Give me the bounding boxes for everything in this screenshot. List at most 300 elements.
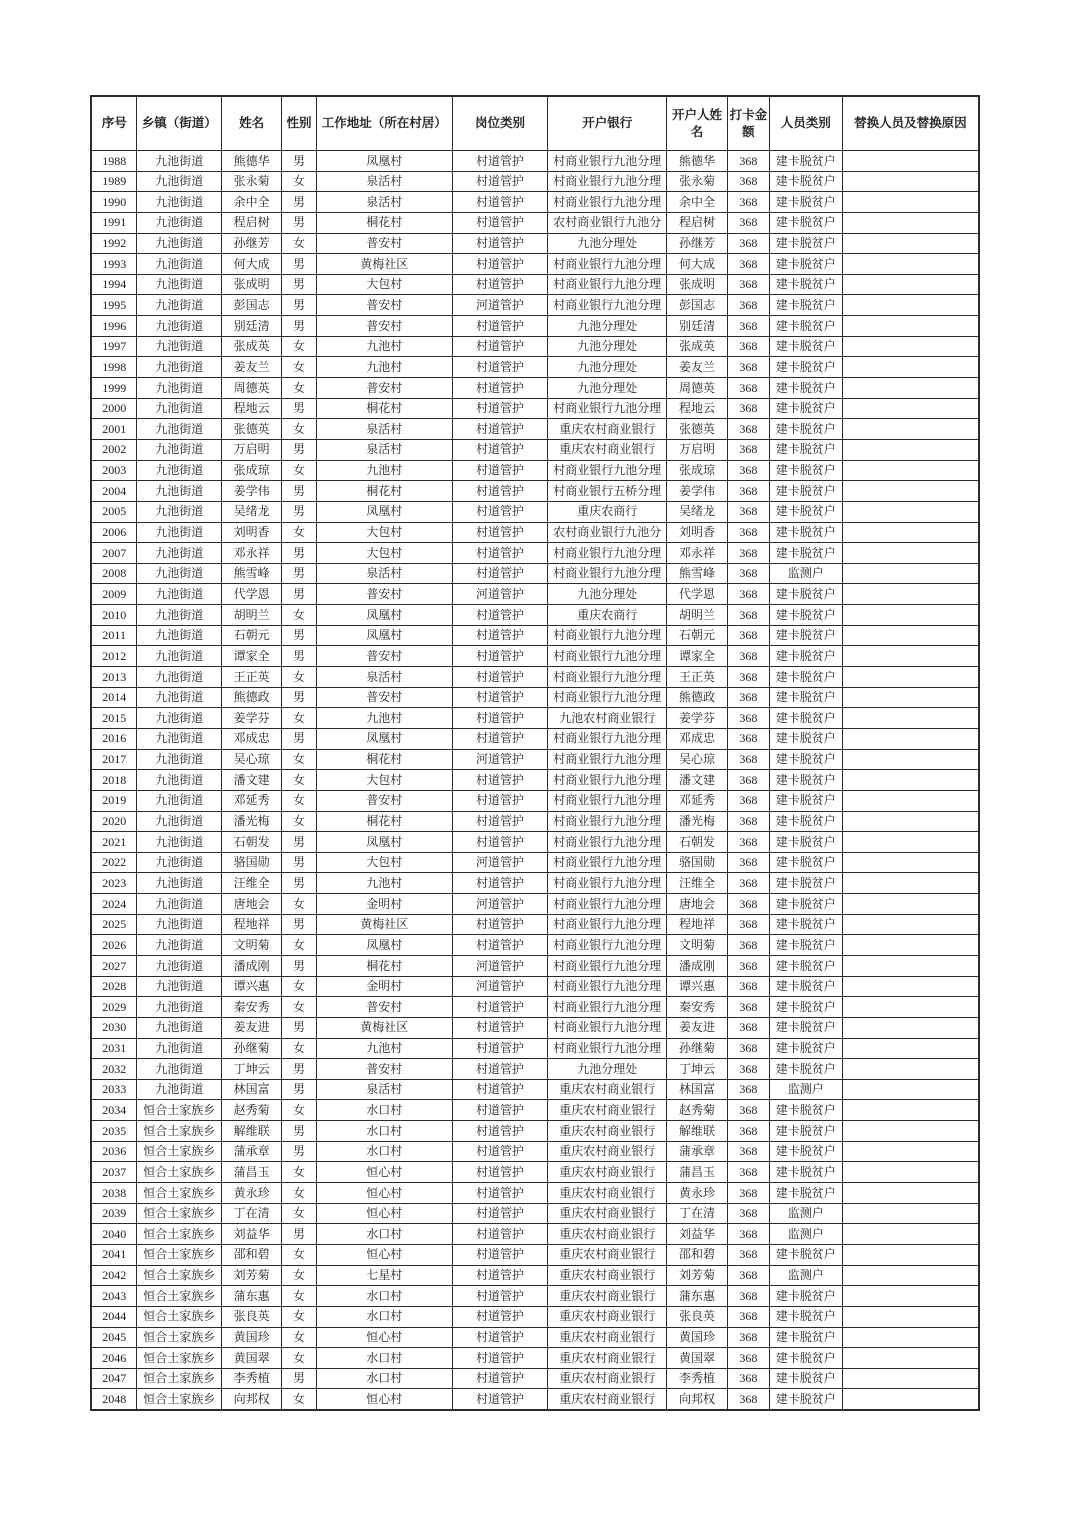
cell-name: 谭家全 xyxy=(222,646,282,667)
cell-bank: 重庆农村商业银行 xyxy=(548,419,667,440)
cell-card-amount: 368 xyxy=(727,1348,769,1369)
cell-card-amount: 368 xyxy=(727,605,769,626)
cell-township: 九池街道 xyxy=(137,584,222,605)
cell-name: 姜学芬 xyxy=(222,708,282,729)
column-header-card-amount: 打卡金额 xyxy=(727,96,769,151)
cell-bank: 村商业银行九池分理 xyxy=(548,625,667,646)
cell-replacement-reason xyxy=(842,357,979,378)
cell-person-type: 建卡脱贫户 xyxy=(769,378,842,399)
cell-township: 九池街道 xyxy=(137,316,222,337)
cell-index: 2032 xyxy=(91,1059,137,1080)
cell-township: 恒合土家族乡 xyxy=(137,1286,222,1307)
cell-name: 唐地会 xyxy=(222,894,282,915)
cell-index: 2002 xyxy=(91,439,137,460)
cell-name: 姜友进 xyxy=(222,1017,282,1038)
cell-person-type: 建卡脱贫户 xyxy=(769,955,842,976)
cell-name: 潘文建 xyxy=(222,770,282,791)
cell-post-type: 村道管护 xyxy=(452,522,548,543)
cell-replacement-reason xyxy=(842,584,979,605)
cell-name: 周德英 xyxy=(222,378,282,399)
cell-replacement-reason xyxy=(842,1244,979,1265)
cell-post-type: 村道管护 xyxy=(452,1183,548,1204)
cell-card-amount: 368 xyxy=(727,914,769,935)
column-header-person-type: 人员类别 xyxy=(769,96,842,151)
cell-index: 1994 xyxy=(91,274,137,295)
cell-bank: 村商业银行九池分理 xyxy=(548,460,667,481)
cell-gender: 男 xyxy=(282,563,317,584)
cell-bank: 村商业银行九池分理 xyxy=(548,914,667,935)
cell-account-name: 周德英 xyxy=(667,378,728,399)
cell-post-type: 村道管护 xyxy=(452,192,548,213)
table-row xyxy=(91,728,979,749)
table-row xyxy=(91,274,979,295)
cell-person-type: 建卡脱贫户 xyxy=(769,233,842,254)
cell-card-amount: 368 xyxy=(727,378,769,399)
cell-person-type: 监测户 xyxy=(769,1224,842,1245)
cell-bank: 村商业银行九池分理 xyxy=(548,873,667,894)
cell-gender: 女 xyxy=(282,1327,317,1348)
cell-gender: 女 xyxy=(282,1306,317,1327)
cell-name: 向邦权 xyxy=(222,1389,282,1410)
cell-bank: 重庆农村商业银行 xyxy=(548,1348,667,1369)
cell-post-type: 河道管护 xyxy=(452,852,548,873)
cell-person-type: 建卡脱贫户 xyxy=(769,894,842,915)
cell-gender: 女 xyxy=(282,1100,317,1121)
cell-gender: 女 xyxy=(282,1244,317,1265)
cell-name: 丁在清 xyxy=(222,1203,282,1224)
cell-township: 九池街道 xyxy=(137,770,222,791)
cell-gender: 男 xyxy=(282,584,317,605)
cell-name: 张永菊 xyxy=(222,171,282,192)
cell-name: 熊德政 xyxy=(222,687,282,708)
cell-person-type: 建卡脱贫户 xyxy=(769,336,842,357)
cell-post-type: 村道管护 xyxy=(452,1368,548,1389)
cell-township: 九池街道 xyxy=(137,171,222,192)
cell-name: 蒲东惠 xyxy=(222,1286,282,1307)
cell-replacement-reason xyxy=(842,439,979,460)
cell-replacement-reason xyxy=(842,625,979,646)
cell-work-village: 恒心村 xyxy=(316,1183,452,1204)
cell-gender: 男 xyxy=(282,151,317,172)
table-row xyxy=(91,873,979,894)
cell-bank: 重庆农村商业银行 xyxy=(548,1203,667,1224)
cell-township: 恒合土家族乡 xyxy=(137,1327,222,1348)
cell-replacement-reason xyxy=(842,1183,979,1204)
table-row xyxy=(91,254,979,275)
cell-account-name: 邓永祥 xyxy=(667,543,728,564)
cell-person-type: 建卡脱贫户 xyxy=(769,522,842,543)
cell-post-type: 村道管护 xyxy=(452,1203,548,1224)
cell-name: 解维联 xyxy=(222,1121,282,1142)
cell-post-type: 河道管护 xyxy=(452,749,548,770)
cell-index: 2021 xyxy=(91,832,137,853)
cell-bank: 村商业银行九池分理 xyxy=(548,894,667,915)
table-row xyxy=(91,749,979,770)
cell-gender: 女 xyxy=(282,708,317,729)
cell-township: 九池街道 xyxy=(137,894,222,915)
cell-township: 九池街道 xyxy=(137,832,222,853)
cell-index: 2005 xyxy=(91,501,137,522)
cell-card-amount: 368 xyxy=(727,212,769,233)
cell-work-village: 普安村 xyxy=(316,687,452,708)
cell-work-village: 泉活村 xyxy=(316,667,452,688)
cell-gender: 女 xyxy=(282,171,317,192)
cell-gender: 男 xyxy=(282,295,317,316)
cell-name: 王正英 xyxy=(222,667,282,688)
cell-account-name: 向邦权 xyxy=(667,1389,728,1410)
table-row xyxy=(91,646,979,667)
table-row xyxy=(91,357,979,378)
cell-account-name: 孙继菊 xyxy=(667,1038,728,1059)
cell-post-type: 村道管护 xyxy=(452,357,548,378)
cell-gender: 女 xyxy=(282,997,317,1018)
cell-card-amount: 368 xyxy=(727,151,769,172)
cell-township: 九池街道 xyxy=(137,955,222,976)
cell-bank: 村商业银行九池分理 xyxy=(548,687,667,708)
cell-post-type: 村道管护 xyxy=(452,708,548,729)
cell-replacement-reason xyxy=(842,1265,979,1286)
cell-index: 2004 xyxy=(91,481,137,502)
cell-township: 九池街道 xyxy=(137,378,222,399)
table-row xyxy=(91,1327,979,1348)
cell-name: 蒲昌玉 xyxy=(222,1162,282,1183)
cell-township: 恒合土家族乡 xyxy=(137,1100,222,1121)
cell-name: 万启明 xyxy=(222,439,282,460)
cell-account-name: 张成明 xyxy=(667,274,728,295)
cell-index: 1996 xyxy=(91,316,137,337)
cell-bank: 村商业银行九池分理 xyxy=(548,1017,667,1038)
cell-gender: 女 xyxy=(282,749,317,770)
cell-work-village: 大包村 xyxy=(316,852,452,873)
cell-name: 孙继菊 xyxy=(222,1038,282,1059)
cell-gender: 女 xyxy=(282,894,317,915)
cell-work-village: 凤凰村 xyxy=(316,605,452,626)
cell-name: 孙继芳 xyxy=(222,233,282,254)
cell-account-name: 潘光梅 xyxy=(667,811,728,832)
cell-gender: 男 xyxy=(282,543,317,564)
cell-name: 蒲承章 xyxy=(222,1141,282,1162)
cell-index: 1990 xyxy=(91,192,137,213)
cell-post-type: 村道管护 xyxy=(452,1121,548,1142)
cell-card-amount: 368 xyxy=(727,873,769,894)
table-row xyxy=(91,1368,979,1389)
cell-name: 邓永祥 xyxy=(222,543,282,564)
cell-replacement-reason xyxy=(842,295,979,316)
cell-bank: 重庆农村商业银行 xyxy=(548,439,667,460)
cell-index: 2023 xyxy=(91,873,137,894)
cell-post-type: 村道管护 xyxy=(452,687,548,708)
cell-person-type: 建卡脱贫户 xyxy=(769,646,842,667)
cell-name: 邓延秀 xyxy=(222,790,282,811)
cell-name: 吴绪龙 xyxy=(222,501,282,522)
cell-index: 2007 xyxy=(91,543,137,564)
cell-replacement-reason xyxy=(842,1141,979,1162)
cell-card-amount: 368 xyxy=(727,935,769,956)
cell-person-type: 建卡脱贫户 xyxy=(769,1059,842,1080)
cell-township: 九池街道 xyxy=(137,1038,222,1059)
cell-township: 九池街道 xyxy=(137,708,222,729)
cell-card-amount: 368 xyxy=(727,1183,769,1204)
cell-gender: 男 xyxy=(282,832,317,853)
table-row xyxy=(91,1265,979,1286)
cell-bank: 重庆农村商业银行 xyxy=(548,1306,667,1327)
cell-replacement-reason xyxy=(842,501,979,522)
cell-bank: 村商业银行九池分理 xyxy=(548,811,667,832)
cell-index: 2014 xyxy=(91,687,137,708)
cell-person-type: 建卡脱贫户 xyxy=(769,1141,842,1162)
cell-card-amount: 368 xyxy=(727,274,769,295)
cell-index: 1989 xyxy=(91,171,137,192)
cell-gender: 女 xyxy=(282,522,317,543)
cell-township: 恒合土家族乡 xyxy=(137,1244,222,1265)
cell-name: 熊雪峰 xyxy=(222,563,282,584)
cell-person-type: 建卡脱贫户 xyxy=(769,873,842,894)
cell-bank: 村商业银行九池分理 xyxy=(548,171,667,192)
cell-replacement-reason xyxy=(842,811,979,832)
cell-bank: 重庆农村商业银行 xyxy=(548,1141,667,1162)
table-row xyxy=(91,1121,979,1142)
cell-replacement-reason xyxy=(842,1389,979,1410)
cell-post-type: 村道管护 xyxy=(452,1141,548,1162)
table-row xyxy=(91,1079,979,1100)
cell-work-village: 恒心村 xyxy=(316,1203,452,1224)
cell-bank: 村商业银行九池分理 xyxy=(548,790,667,811)
cell-gender: 男 xyxy=(282,254,317,275)
cell-bank: 重庆农村商业银行 xyxy=(548,1183,667,1204)
cell-index: 2009 xyxy=(91,584,137,605)
cell-card-amount: 368 xyxy=(727,1017,769,1038)
cell-card-amount: 368 xyxy=(727,667,769,688)
cell-name: 黄国珍 xyxy=(222,1327,282,1348)
cell-gender: 男 xyxy=(282,439,317,460)
table-row xyxy=(91,687,979,708)
cell-work-village: 普安村 xyxy=(316,1059,452,1080)
cell-township: 九池街道 xyxy=(137,522,222,543)
cell-gender: 男 xyxy=(282,501,317,522)
table-row xyxy=(91,233,979,254)
table-row xyxy=(91,1162,979,1183)
cell-bank: 村商业银行九池分理 xyxy=(548,398,667,419)
table-row xyxy=(91,1183,979,1204)
cell-account-name: 蒲昌玉 xyxy=(667,1162,728,1183)
cell-work-village: 桐花村 xyxy=(316,212,452,233)
cell-card-amount: 368 xyxy=(727,295,769,316)
cell-replacement-reason xyxy=(842,192,979,213)
cell-person-type: 建卡脱贫户 xyxy=(769,1244,842,1265)
cell-gender: 男 xyxy=(282,1079,317,1100)
cell-work-village: 泉活村 xyxy=(316,439,452,460)
cell-post-type: 村道管护 xyxy=(452,1306,548,1327)
table-row xyxy=(91,625,979,646)
cell-work-village: 泉活村 xyxy=(316,192,452,213)
cell-account-name: 丁在清 xyxy=(667,1203,728,1224)
cell-replacement-reason xyxy=(842,1306,979,1327)
cell-work-village: 泉活村 xyxy=(316,419,452,440)
cell-account-name: 程地云 xyxy=(667,398,728,419)
cell-index: 2043 xyxy=(91,1286,137,1307)
table-row xyxy=(91,1017,979,1038)
cell-account-name: 谭家全 xyxy=(667,646,728,667)
cell-person-type: 建卡脱贫户 xyxy=(769,274,842,295)
cell-replacement-reason xyxy=(842,398,979,419)
cell-township: 九池街道 xyxy=(137,749,222,770)
table-row xyxy=(91,192,979,213)
cell-post-type: 村道管护 xyxy=(452,790,548,811)
cell-gender: 男 xyxy=(282,481,317,502)
cell-index: 2041 xyxy=(91,1244,137,1265)
cell-index: 2018 xyxy=(91,770,137,791)
cell-person-type: 建卡脱贫户 xyxy=(769,1038,842,1059)
cell-index: 2013 xyxy=(91,667,137,688)
cell-replacement-reason xyxy=(842,852,979,873)
cell-post-type: 村道管护 xyxy=(452,997,548,1018)
cell-index: 2029 xyxy=(91,997,137,1018)
cell-bank: 重庆农商行 xyxy=(548,501,667,522)
cell-index: 2033 xyxy=(91,1079,137,1100)
cell-work-village: 水口村 xyxy=(316,1100,452,1121)
cell-bank: 村商业银行九池分理 xyxy=(548,563,667,584)
cell-post-type: 村道管护 xyxy=(452,212,548,233)
column-header-township: 乡镇（街道） xyxy=(137,96,222,151)
table-row xyxy=(91,543,979,564)
cell-replacement-reason xyxy=(842,955,979,976)
cell-post-type: 村道管护 xyxy=(452,316,548,337)
cell-replacement-reason xyxy=(842,832,979,853)
cell-gender: 女 xyxy=(282,935,317,956)
cell-replacement-reason xyxy=(842,873,979,894)
cell-replacement-reason xyxy=(842,522,979,543)
table-row xyxy=(91,460,979,481)
table-row xyxy=(91,316,979,337)
cell-card-amount: 368 xyxy=(727,1203,769,1224)
cell-replacement-reason xyxy=(842,254,979,275)
cell-gender: 男 xyxy=(282,192,317,213)
cell-work-village: 九池村 xyxy=(316,1038,452,1059)
cell-person-type: 建卡脱贫户 xyxy=(769,357,842,378)
cell-work-village: 九池村 xyxy=(316,460,452,481)
cell-account-name: 邓延秀 xyxy=(667,790,728,811)
cell-gender: 女 xyxy=(282,357,317,378)
cell-replacement-reason xyxy=(842,1224,979,1245)
cell-account-name: 潘成刚 xyxy=(667,955,728,976)
cell-township: 九池街道 xyxy=(137,419,222,440)
cell-card-amount: 368 xyxy=(727,646,769,667)
cell-gender: 女 xyxy=(282,1203,317,1224)
cell-bank: 九池分理处 xyxy=(548,378,667,399)
cell-post-type: 村道管护 xyxy=(452,254,548,275)
cell-replacement-reason xyxy=(842,151,979,172)
cell-post-type: 村道管护 xyxy=(452,770,548,791)
cell-work-village: 凤凰村 xyxy=(316,832,452,853)
cell-name: 赵秀菊 xyxy=(222,1100,282,1121)
cell-bank: 村商业银行九池分理 xyxy=(548,543,667,564)
cell-replacement-reason xyxy=(842,914,979,935)
cell-person-type: 建卡脱贫户 xyxy=(769,1327,842,1348)
cell-index: 2030 xyxy=(91,1017,137,1038)
cell-replacement-reason xyxy=(842,935,979,956)
table-row xyxy=(91,1038,979,1059)
cell-account-name: 万启明 xyxy=(667,439,728,460)
table-row xyxy=(91,770,979,791)
cell-post-type: 村道管护 xyxy=(452,1224,548,1245)
cell-replacement-reason xyxy=(842,687,979,708)
cell-card-amount: 368 xyxy=(727,563,769,584)
cell-person-type: 建卡脱贫户 xyxy=(769,935,842,956)
cell-post-type: 村道管护 xyxy=(452,625,548,646)
cell-name: 程启树 xyxy=(222,212,282,233)
cell-name: 邓成忠 xyxy=(222,728,282,749)
cell-work-village: 大包村 xyxy=(316,522,452,543)
cell-gender: 女 xyxy=(282,605,317,626)
cell-township: 九池街道 xyxy=(137,398,222,419)
cell-person-type: 建卡脱贫户 xyxy=(769,1162,842,1183)
cell-account-name: 刘益华 xyxy=(667,1224,728,1245)
cell-township: 九池街道 xyxy=(137,254,222,275)
cell-card-amount: 368 xyxy=(727,790,769,811)
cell-index: 2019 xyxy=(91,790,137,811)
cell-post-type: 村道管护 xyxy=(452,1286,548,1307)
cell-post-type: 村道管护 xyxy=(452,481,548,502)
column-header-index: 序号 xyxy=(91,96,137,151)
cell-bank: 村商业银行九池分理 xyxy=(548,749,667,770)
table-row xyxy=(91,1306,979,1327)
cell-card-amount: 368 xyxy=(727,1265,769,1286)
cell-card-amount: 368 xyxy=(727,1162,769,1183)
cell-work-village: 水口村 xyxy=(316,1121,452,1142)
cell-card-amount: 368 xyxy=(727,1244,769,1265)
cell-post-type: 村道管护 xyxy=(452,832,548,853)
cell-work-village: 桐花村 xyxy=(316,955,452,976)
column-header-name: 姓名 xyxy=(222,96,282,151)
cell-post-type: 村道管护 xyxy=(452,151,548,172)
cell-index: 1998 xyxy=(91,357,137,378)
table-row xyxy=(91,481,979,502)
cell-work-village: 桐花村 xyxy=(316,811,452,832)
cell-account-name: 熊德华 xyxy=(667,151,728,172)
cell-bank: 村商业银行九池分理 xyxy=(548,192,667,213)
cell-work-village: 恒心村 xyxy=(316,1327,452,1348)
cell-index: 2044 xyxy=(91,1306,137,1327)
cell-replacement-reason xyxy=(842,212,979,233)
cell-card-amount: 368 xyxy=(727,1306,769,1327)
cell-account-name: 文明菊 xyxy=(667,935,728,956)
cell-card-amount: 368 xyxy=(727,832,769,853)
cell-person-type: 建卡脱贫户 xyxy=(769,192,842,213)
cell-card-amount: 368 xyxy=(727,398,769,419)
cell-card-amount: 368 xyxy=(727,439,769,460)
cell-index: 2028 xyxy=(91,976,137,997)
cell-account-name: 何大成 xyxy=(667,254,728,275)
cell-person-type: 建卡脱贫户 xyxy=(769,584,842,605)
cell-name: 刘明香 xyxy=(222,522,282,543)
table-row xyxy=(91,1141,979,1162)
cell-township: 九池街道 xyxy=(137,687,222,708)
table-row xyxy=(91,667,979,688)
cell-account-name: 吴绪龙 xyxy=(667,501,728,522)
cell-gender: 男 xyxy=(282,1121,317,1142)
cell-index: 2020 xyxy=(91,811,137,832)
cell-account-name: 彭国志 xyxy=(667,295,728,316)
cell-name: 刘益华 xyxy=(222,1224,282,1245)
cell-gender: 女 xyxy=(282,770,317,791)
cell-person-type: 建卡脱贫户 xyxy=(769,667,842,688)
cell-person-type: 监测户 xyxy=(769,1203,842,1224)
cell-gender: 男 xyxy=(282,1017,317,1038)
cell-bank: 农村商业银行九池分 xyxy=(548,212,667,233)
cell-post-type: 河道管护 xyxy=(452,295,548,316)
table-row xyxy=(91,708,979,729)
cell-work-village: 水口村 xyxy=(316,1348,452,1369)
